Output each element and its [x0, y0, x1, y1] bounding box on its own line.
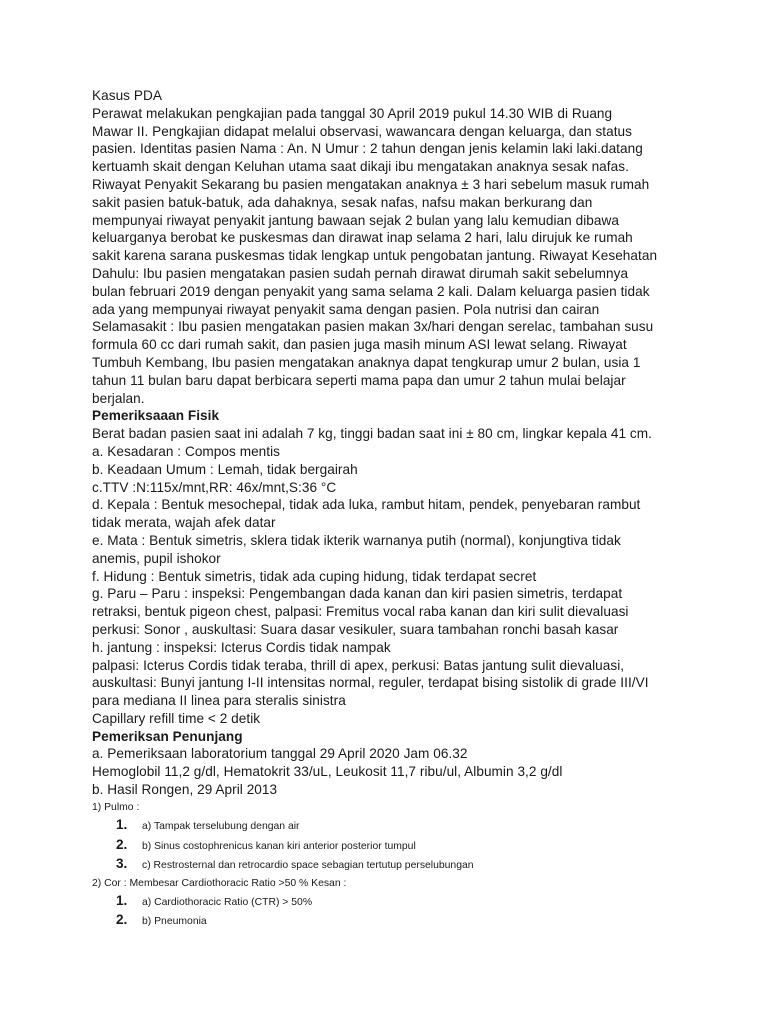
pulmo-heading: 1) Pulmo :	[92, 801, 140, 813]
list-item	[92, 892, 692, 911]
document-title: Kasus PDA	[92, 88, 162, 103]
paragraph-line: Riwayat Penyakit Sekarang bu pasien mengatakan anaknya ± 3 hari sebelum masuk rumah	[92, 176, 650, 192]
fisik-line: g. Paru – Paru : inspeksi: Pengembangan dada kanan dan kiri pasien simetris, terdapat	[92, 586, 623, 602]
fisik-line: para mediana II linea para steralis sinistra	[92, 693, 346, 709]
list-number: 1.	[116, 817, 128, 833]
fisik-line: h. jantung : inspeksi: Icterus Cordis tidak nampak	[92, 639, 391, 655]
section-heading-penunjang: Pemeriksan Penunjang	[92, 728, 243, 744]
paragraph-line: keluarganya berobat ke puskesmas dan dirawat inap selama 2 hari, lalu dirujuk ke rumah	[92, 230, 633, 246]
fisik-section	[92, 425, 692, 728]
fisik-line: tidak merata, wajah afek datar	[92, 515, 276, 531]
paragraph-line: Perawat melakukan pengkajian pada tanggal 30 April 2019 pukul 14.30 WIB di Ruang	[92, 105, 613, 121]
paragraph-line: formula 60 cc dari rumah sakit, dan pasien juga masih minum ASI lewat selang. Riwayat	[92, 337, 627, 353]
list-text: a) Cardiothoracic Ratio (CTR) > 50%	[142, 896, 313, 908]
list-number: 3.	[116, 856, 128, 872]
paragraph-line: sakit pasien batuk-batuk, ada dahaknya, sesak nafas, nafsu makan berkurang dan	[92, 194, 593, 210]
paragraph-line: bulan februari 2019 dengan penyakit yang sama selama 2 kali. Dalam keluarga pasien tidak	[92, 283, 650, 299]
penunjang-line: Hemoglobil 11,2 g/dl, Hematokrit 33/uL, Leukosit 11,7 ribu/ul, Albumin 3,2 g/dl	[92, 764, 563, 780]
document-body	[92, 87, 692, 931]
penunjang-line: a. Pemeriksaan laboratorium tanggal 29 April 2020 Jam 06.32	[92, 746, 468, 762]
paragraph-line: pasien. Identitas pasien Nama : An. N Umur : 2 tahun dengan jenis kelamin laki laki.datang	[92, 141, 643, 157]
fisik-line: auskultasi: Bunyi jantung I-II intensitas normal, reguler, terdapat bising sistolik di grade III/VI	[92, 675, 649, 691]
fisik-line: anemis, pupil ishokor	[92, 550, 221, 566]
paragraph-line: kertuamh skait dengan Keluhan utama saat dikaji ibu mengatakan anaknya sesak nafas.	[92, 159, 629, 175]
list-item	[92, 911, 692, 930]
case-paragraph	[92, 105, 692, 408]
paragraph-line: sakit karena sarana puskesmas tidak lengkap untuk pengobatan jantung. Riwayat Kesehatan	[92, 248, 658, 264]
fisik-line: a. Kesadaran : Compos mentis	[92, 443, 281, 459]
paragraph-line: Selamasakit : Ibu pasien mengatakan pasien makan 3x/hari dengan serelac, tambahan susu	[92, 319, 654, 335]
list-text: a) Tampak terselubung dengan air	[142, 821, 300, 833]
list-item	[92, 855, 692, 874]
fisik-line: b. Keadaan Umum : Lemah, tidak bergairah	[92, 461, 358, 477]
fisik-line: c.TTV :N:115x/mnt,RR: 46x/mnt,S:36 °C	[92, 479, 337, 495]
paragraph-line: berjalan.	[92, 390, 145, 406]
fisik-line: perkusi: Sonor , auskultasi: Suara dasar vesikuler, suara tambahan ronchi basah kasar	[92, 621, 619, 637]
list-text: b) Pneumonia	[142, 916, 207, 928]
penunjang-section	[92, 745, 692, 798]
fisik-line: palpasi: Icterus Cordis tidak teraba, thrill di apex, perkusi: Batas jantung sulit dievaluasi,	[92, 657, 625, 673]
list-item	[92, 816, 692, 835]
pulmo-list	[92, 816, 692, 874]
fisik-line: retraksi, bentuk pigeon chest, palpasi: Fremitus vocal raba kanan dan kiri sulit dievaluasi	[92, 604, 629, 620]
paragraph-line: Mawar II. Pengkajian didapat melalui observasi, wawancara dengan keluarga, dan status	[92, 123, 633, 139]
paragraph-line: Dahulu: Ibu pasien mengatakan pasien sudah pernah dirawat dirumah sakit sebelumnya	[92, 265, 629, 281]
section-heading-fisik: Pemeriksaaan Fisik	[92, 408, 220, 424]
fisik-line: d. Kepala : Bentuk mesochepal, tidak ada luka, rambut hitam, pendek, penyebaran rambut	[92, 497, 641, 513]
list-text: b) Sinus costophrenicus kanan kiri anterior posterior tumpul	[142, 840, 416, 852]
penunjang-line: b. Hasil Rongen, 29 April 2013	[92, 782, 278, 798]
list-number: 1.	[116, 892, 128, 908]
cor-heading: 2) Cor : Membesar Cardiothoracic Ratio >50 % Kesan :	[92, 877, 347, 889]
fisik-line: f. Hidung : Bentuk simetris, tidak ada cuping hidung, tidak terdapat secret	[92, 568, 537, 584]
paragraph-line: ada yang mempunyai riwayat penyakit sama dengan pasien. Pola nutrisi dan cairan	[92, 301, 600, 317]
cor-list	[92, 892, 692, 931]
list-text: c) Restrosternal dan retrocardio space sebagian tertutup perselubungan	[142, 860, 474, 872]
list-number: 2.	[116, 912, 128, 928]
list-item	[92, 836, 692, 855]
paragraph-line: Tumbuh Kembang, Ibu pasien mengatakan anaknya dapat tengkurap umur 2 bulan, usia 1	[92, 354, 641, 370]
list-number: 2.	[116, 836, 128, 852]
fisik-line: e. Mata : Bentuk simetris, sklera tidak ikterik warnanya putih (normal), konjungtiva tidak	[92, 532, 621, 548]
fisik-line: Capillary refill time < 2 detik	[92, 710, 261, 726]
fisik-line: Berat badan pasien saat ini adalah 7 kg, tinggi badan saat ini ± 80 cm, lingkar kepala 41 cm.	[92, 426, 652, 442]
paragraph-line: mempunyai riwayat penyakit jantung bawaan sejak 2 bulan yang lalu kemudian dibawa	[92, 212, 619, 228]
paragraph-line: tahun 11 bulan baru dapat berbicara seperti mama papa dan umur 2 tahun mulai belajar	[92, 372, 626, 388]
